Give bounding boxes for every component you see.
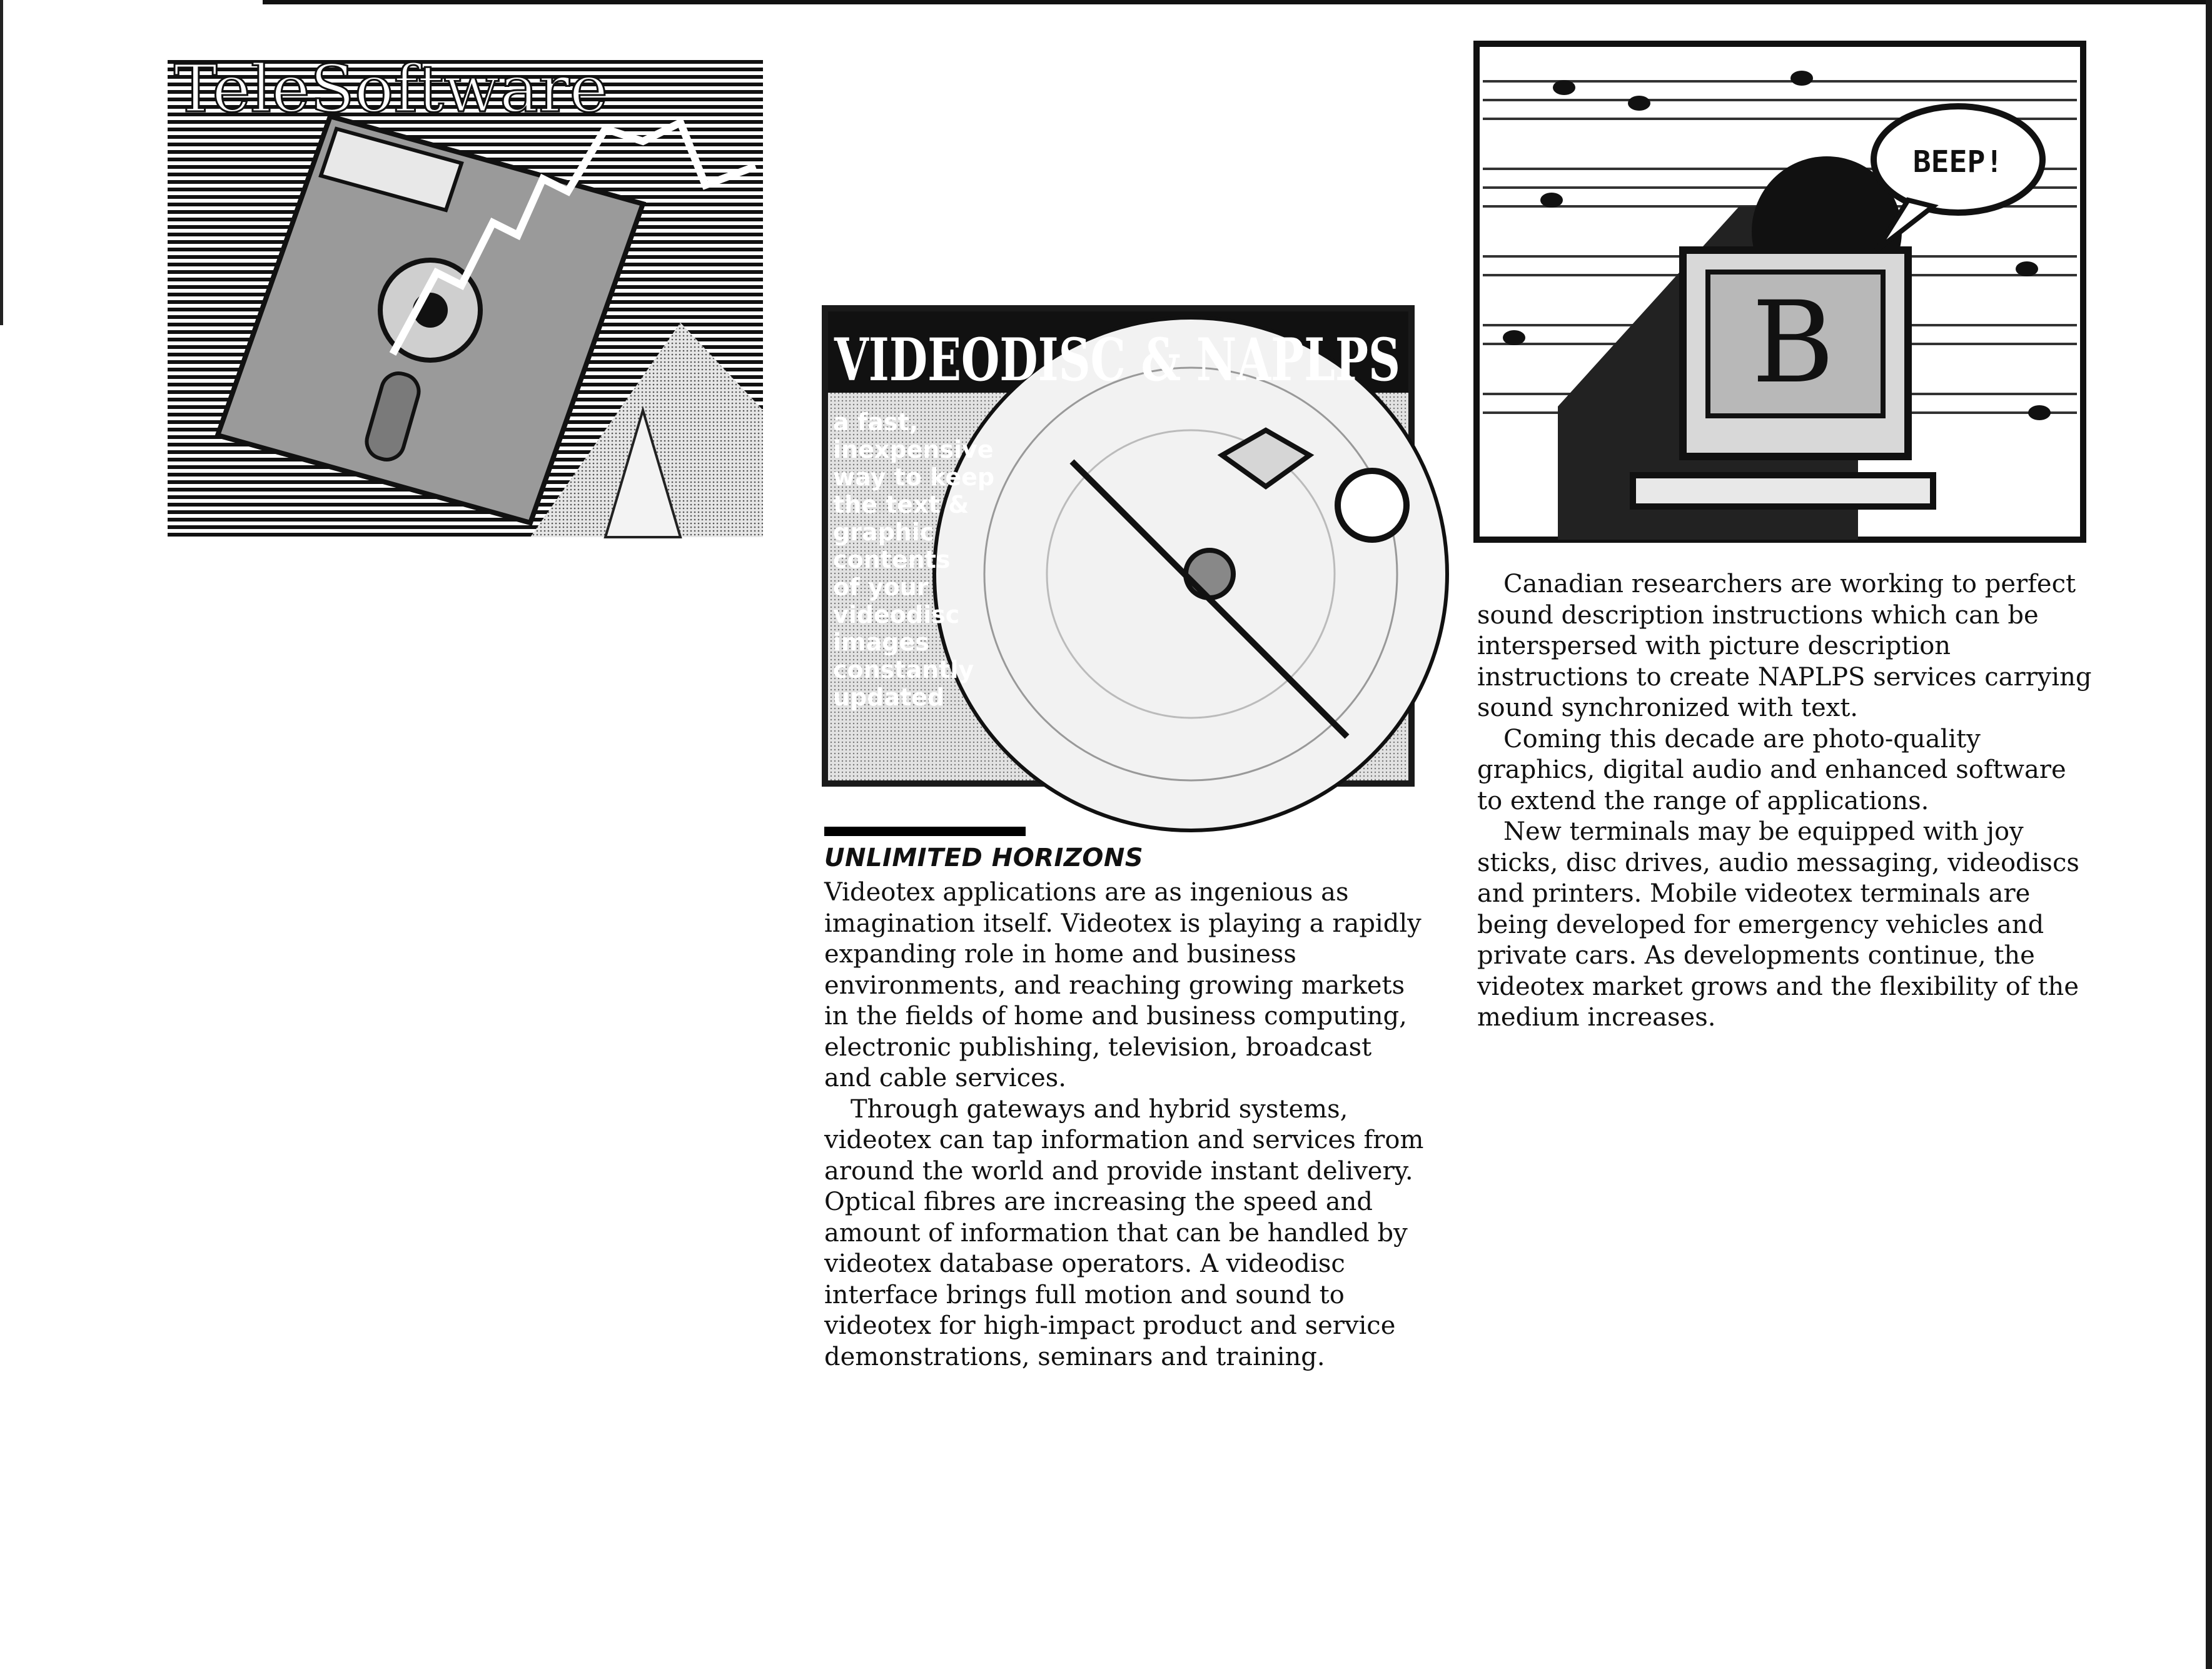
videodisc-hub-shape [1186,550,1233,598]
body-paragraph: Videotex applications are as ingenious as imagination itself. Videotex is playing a rapidly expanding role in home and business environments, and reaching growing markets in the fields of home and business computing, electronic publishing, television, broadcast and cable services. [824,878,1422,1092]
middle-text-column [824,877,1425,1373]
body-paragraph: New terminals may be equipped with joy sticks, disc drives, audio messaging, videodiscs and printers. Mobile videotex terminals are being developed for emergency vehicles and private cars. As developments continue, the videotex market grows and the flexibility of the medium increases. [1477,817,2079,1032]
videodisc-caption-line: videodisc [833,601,960,628]
videodisc-caption-line: contents [833,546,951,573]
beep-computer-illustration [1477,44,2083,540]
top-rule [263,0,2212,4]
videodisc-caption-line: inexpensive [833,436,994,463]
beep-speech-text: BEEP! [1912,144,2004,179]
body-paragraph: Through gateways and hybrid systems, videotex can tap information and services from around the world and provide instant delivery. Optical fibres are increasing the speed and amount of information that can be handled by videotex database operators. A videodisc interface brings full motion and sound to videotex for high-impact product and service demonstrations, seminars and training. [824,1094,1424,1371]
videodisc-title: VIDEODISC & NAPLPS [834,326,1400,395]
videodisc-caption-line: of your [833,573,929,601]
videodisc-naplps-illustration [822,305,1415,787]
section-heading-bar [824,827,1026,836]
videodisc-caption-line: a fast, [833,408,919,436]
right-page-edge [2206,0,2212,1669]
telesoftware-illustration [168,51,763,537]
videodisc-caption-line: images [833,628,929,656]
keyboard-shape [1633,475,1933,507]
lens-shape [1338,471,1406,540]
videodisc-caption-line: constantly [833,656,974,683]
svg-text:B: B [1752,278,1835,408]
left-page-edge [0,0,3,325]
videodisc-caption-line: graphic [833,518,934,546]
videodisc-caption-line: way to keep [833,463,995,491]
section-heading: UNLIMITED HORIZONS [824,844,1144,872]
body-paragraph: Coming this decade are photo-quality graphics, digital audio and enhanced software to extend the range of applications. [1477,724,2066,815]
telesoftware-title: TeleSoftware [174,51,609,127]
videodisc-caption-line: updated [833,683,945,711]
right-text-column [1477,569,2093,1034]
videodisc-caption-line: the text & [833,491,969,518]
body-paragraph: Canadian researchers are working to perfect sound description instructions which can be interspersed with picture description instructions to create NAPLPS services carrying sound synchronized with text. [1477,570,2092,722]
